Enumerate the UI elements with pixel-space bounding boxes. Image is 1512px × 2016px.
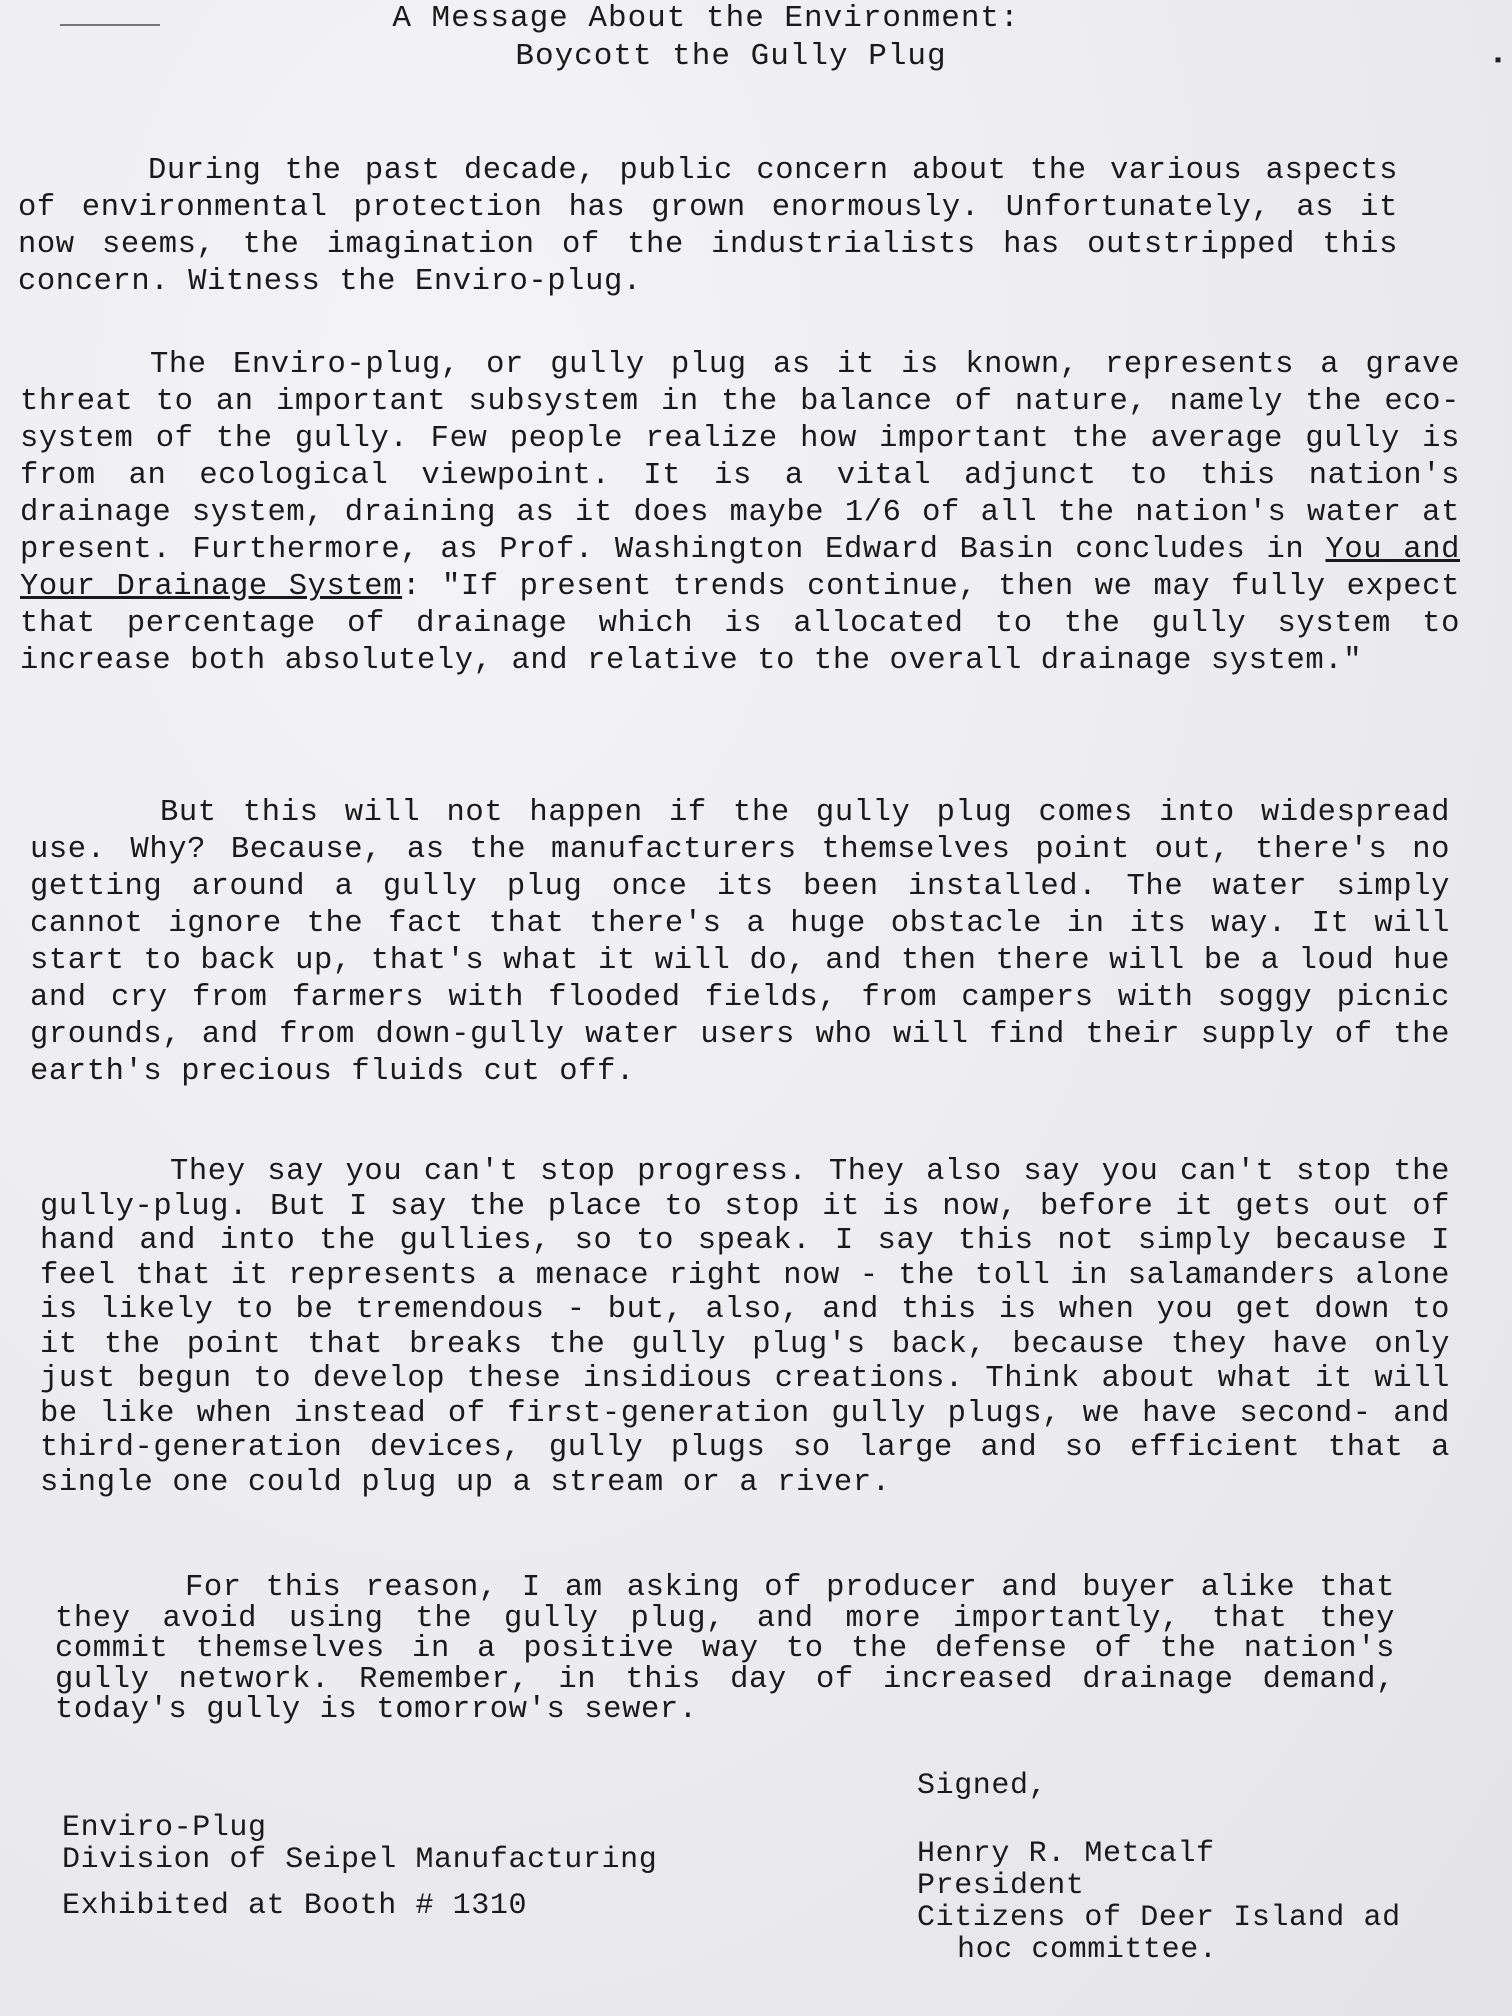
paragraph-2: [20, 347, 1460, 680]
paragraph-3: But this will not happen if the gully plug comes into widespread use. Why? Because, as the manufacturers themselves point out, there's no getting around a gully plug once its been installed. The water simply cannot ignore the fact that there's a huge obstacle in its way. It will start to back up, that's what it will do, and then there will be a loud hue and cry from farmers with flooded fields, from campers with soggy picnic grounds, and from down-gully water users who will find their supply of the earth's precious fluids cut off.: [30, 796, 1450, 1089]
signed-label: Signed,: [917, 1769, 1048, 1803]
signer-org-line-1: Citizens of Deer Island ad: [917, 1901, 1401, 1935]
paragraph-2-start: The Enviro-plug, or gully plug as it is known, represents a grave threat to an important subsystem in the balance of nature, namely the eco-system of the gully. Few people realize how important the average gully is from an ecological viewpoint. It is a vital adjunct to this nation's drainage system, draining as it does maybe 1/6 of all the nation's water at present. Furthermore, as Prof. Washington Edward Basin concludes in: [20, 348, 1460, 567]
exhibitor-name: Enviro-Plug: [62, 1811, 267, 1845]
signature-block: [917, 1770, 1401, 1966]
paragraph-2-quote: : "If present trends continue, then we may fully expect that percentage of drainage which is allocated to the gully system to increase both absolutely, and relative to the overall drainage system.": [20, 570, 1460, 678]
signer-name: Henry R. Metcalf: [917, 1837, 1215, 1871]
title-line-1: A Message About the Environment:: [392, 1, 1020, 36]
paragraph-5: For this reason, I am asking of producer and buyer alike that they avoid using the gully plug, and more importantly, that they commit themselves in a positive way to the defense of the nation's gully network. Remember, in this day of increased drainage demand, today's gully is tomorrow's sewer.: [55, 1571, 1395, 1727]
paragraph-4: They say you can't stop progress. They also say you can't stop the gully-plug. But I say the place to stop it is now, before it gets out of hand and into the gullies, so to speak. I say this not simply because I feel that it represents a menace right now - the toll in salamanders alone is likely to be tremendous - but, also, and this is when you get down to it the point that breaks the gully plug's back, because they have only just begun to develop these insidious creations. Think about what it will be like when instead of first-generation gully plugs, we have second- and third-generation devices, gully plugs so large and so efficient that a single one could plug up a stream or a river.: [40, 1155, 1450, 1500]
signer-org-line-2: hoc committee.: [957, 1933, 1218, 1967]
exhibitor-division: Division of Seipel Manufacturing: [62, 1843, 658, 1877]
title-line-2: Boycott the Gully Plug: [515, 39, 947, 74]
signer-role: President: [917, 1869, 1085, 1903]
book-title: You and Your Drainage System: [20, 533, 1461, 604]
title-block: [0, 0, 1512, 76]
exhibitor-block: [62, 1812, 657, 1922]
paragraph-1: During the past decade, public concern about the various aspects of environmental protection has grown enormously. Unfortunately, as it now seems, the imagination of the industrialists has outstripped this concern. Witness the Enviro-plug.: [18, 154, 1398, 299]
ink-speck: ▪: [1491, 50, 1504, 73]
booth-number: Exhibited at Booth # 1310: [62, 1889, 528, 1923]
